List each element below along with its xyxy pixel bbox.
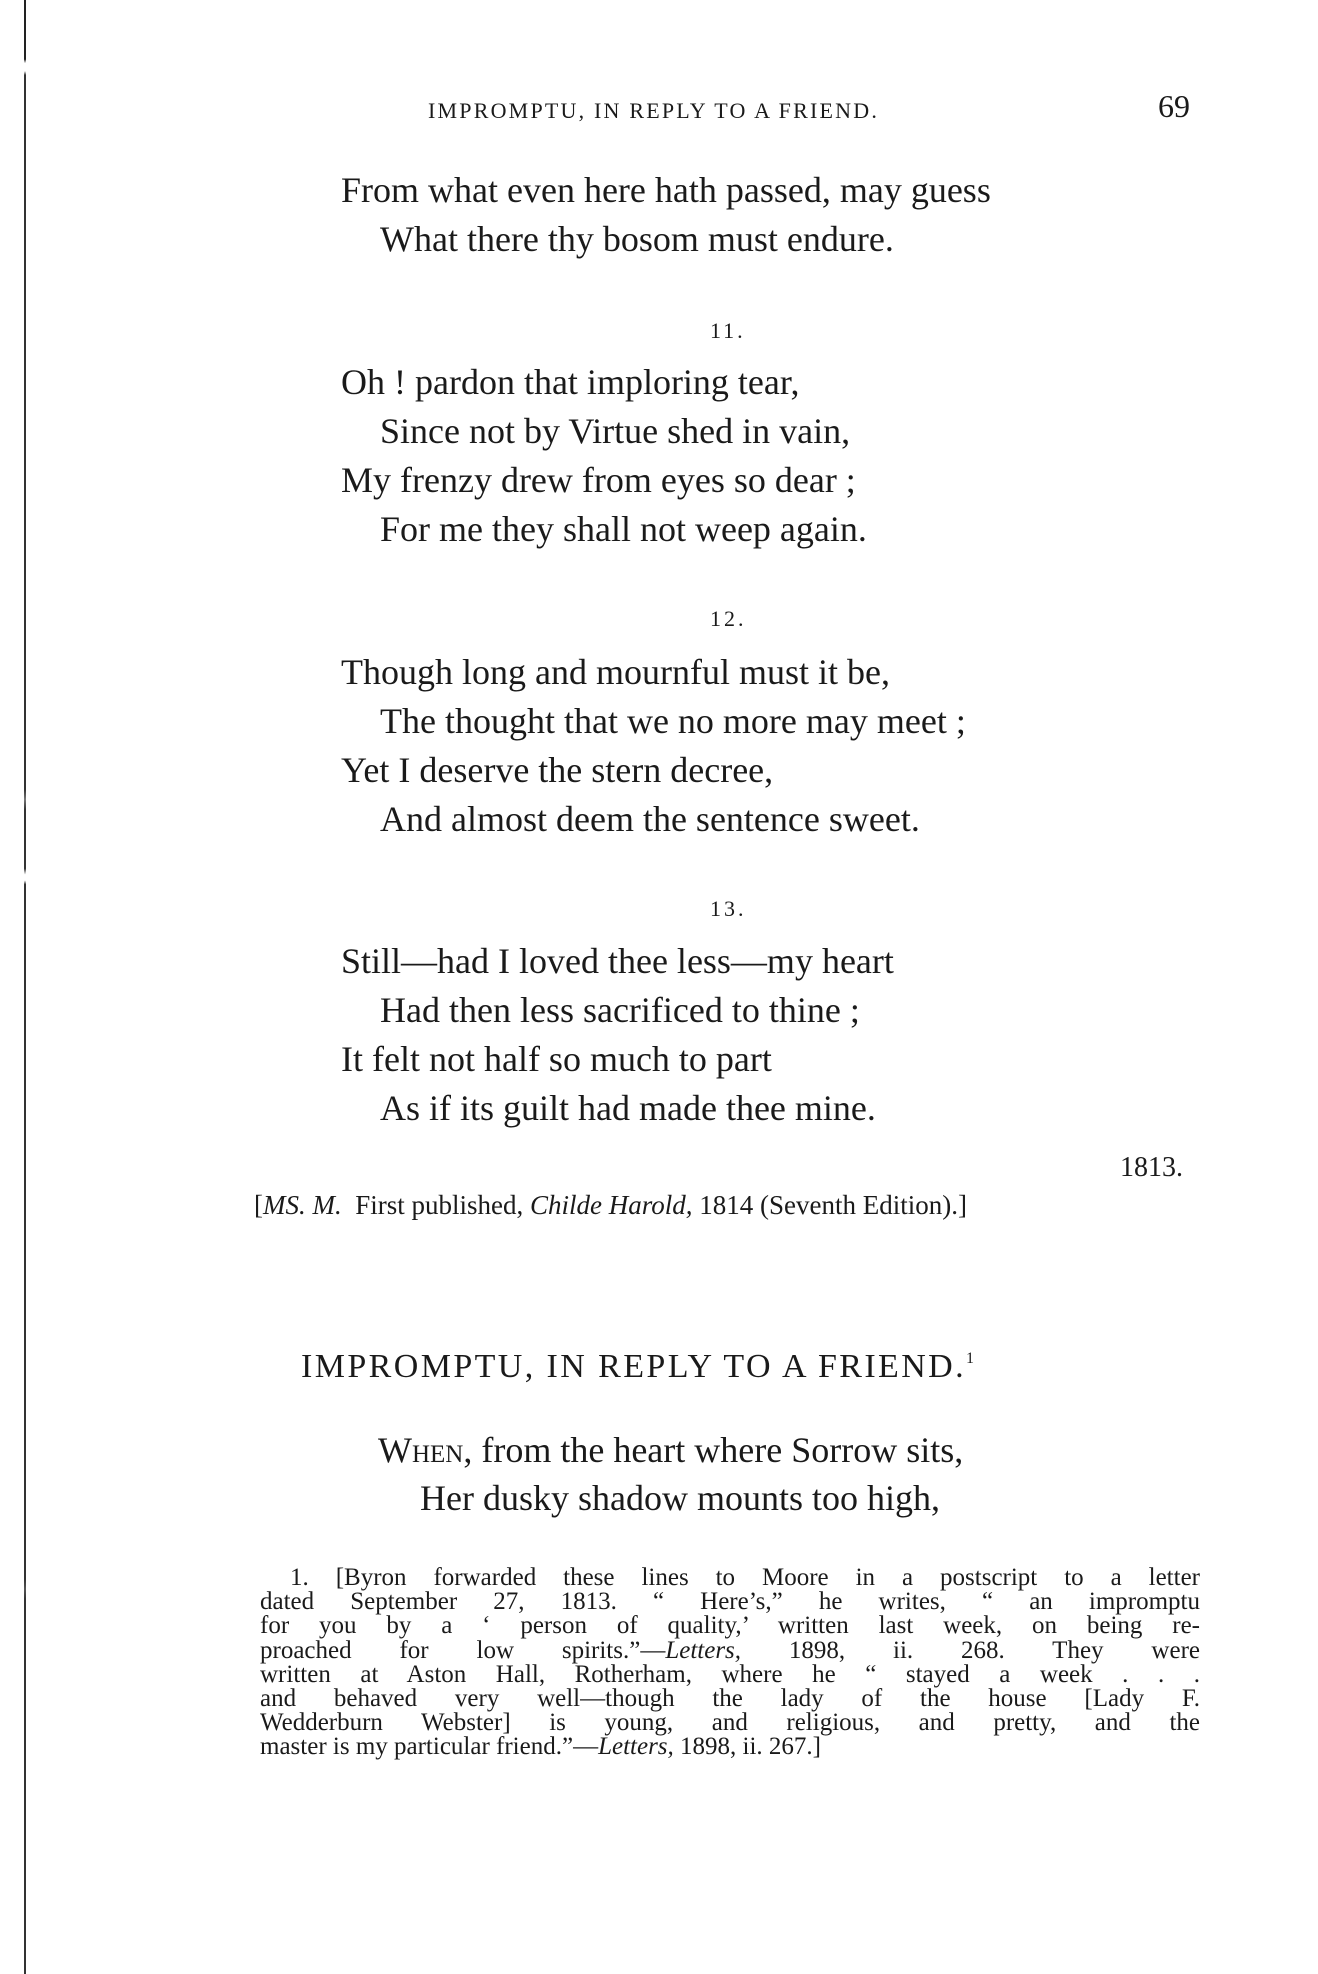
footnote-line: Wedderburn Webster] is young, and religious, and pretty, and the xyxy=(260,1709,1200,1737)
verse-line: Oh ! pardon that imploring tear, xyxy=(341,362,800,402)
page-number: 69 xyxy=(1158,88,1190,124)
verse-line: Since not by Virtue shed in vain, xyxy=(380,411,851,451)
footnote-marker: 1 xyxy=(966,1350,975,1367)
scan-margin-line xyxy=(24,0,26,1974)
source-note xyxy=(254,1190,967,1221)
running-head: IMPROMPTU, IN REPLY TO A FRIEND. xyxy=(428,98,880,123)
note-bracket: [ xyxy=(254,1190,263,1220)
footnote-line xyxy=(260,1636,1200,1664)
footnote-line: and behaved very well—though the lady of the house [Lady F. xyxy=(260,1685,1200,1713)
poem-date: 1813. xyxy=(1120,1152,1183,1183)
footnote-text: 1898, ii. 268. They were xyxy=(741,1636,1200,1664)
poem-title-text: IMPROMPTU, IN REPLY TO A FRIEND. xyxy=(301,1348,967,1385)
verse-line xyxy=(378,1432,963,1468)
footnote-line: 1. [Byron forwarded these lines to Moore in a postscript to a letter xyxy=(290,1564,1200,1591)
footnote-line: written at Aston Hall, Rotherham, where he “ stayed a week . . . xyxy=(260,1660,1200,1688)
verse-line: Yet I deserve the stern decree, xyxy=(341,750,774,790)
footnote-citation: Letters, xyxy=(598,1733,674,1761)
verse-line: For me they shall not weep again. xyxy=(380,509,867,549)
verse-line: From what even here hath passed, may guess xyxy=(341,170,991,210)
stanza-number: 11. xyxy=(710,318,746,343)
verse-line: Her dusky shadow mounts too high, xyxy=(420,1478,940,1518)
verse-line: Though long and mournful must it be, xyxy=(341,652,890,692)
note-rest: 1814 (Seventh Edition).] xyxy=(699,1190,967,1220)
footnote-line: dated September 27, 1813. “ Here’s,” he writes, “ an impromptu xyxy=(260,1588,1200,1616)
footnote-text: master is my particular friend.”— xyxy=(260,1733,599,1761)
verse-line: My frenzy drew from eyes so dear ; xyxy=(341,460,856,500)
footnote xyxy=(260,1566,1200,1760)
note-published: First published, xyxy=(355,1190,524,1220)
line-rest: from the heart where Sorrow sits, xyxy=(481,1430,964,1470)
footnote-line xyxy=(260,1735,1200,1759)
verse-line: It felt not half so much to part xyxy=(341,1039,772,1079)
footnote-line: for you by a ‘ person of quality,’ written last week, on being re- xyxy=(260,1612,1200,1640)
verse-line: The thought that we no more may meet ; xyxy=(380,701,966,741)
first-word: When, xyxy=(378,1430,473,1470)
verse-line: And almost deem the sentence sweet. xyxy=(380,799,920,839)
stanza-number: 13. xyxy=(710,896,747,921)
footnote-text: proached for low spirits.”— xyxy=(260,1636,666,1664)
footnote-text: 1898, ii. 267.] xyxy=(673,1733,821,1761)
verse-line: Still—had I loved thee less—my heart xyxy=(341,941,894,981)
verse-line: As if its guilt had made thee mine. xyxy=(380,1088,876,1128)
verse-line: What there thy bosom must endure. xyxy=(380,219,894,259)
poem-title xyxy=(301,1348,974,1386)
stanza-number: 12. xyxy=(710,606,747,631)
note-work: Childe Harold, xyxy=(530,1190,693,1220)
note-ms: MS. M. xyxy=(263,1190,342,1220)
footnote-citation: Letters, xyxy=(665,1636,742,1664)
verse-line: Had then less sacrificed to thine ; xyxy=(380,990,860,1030)
